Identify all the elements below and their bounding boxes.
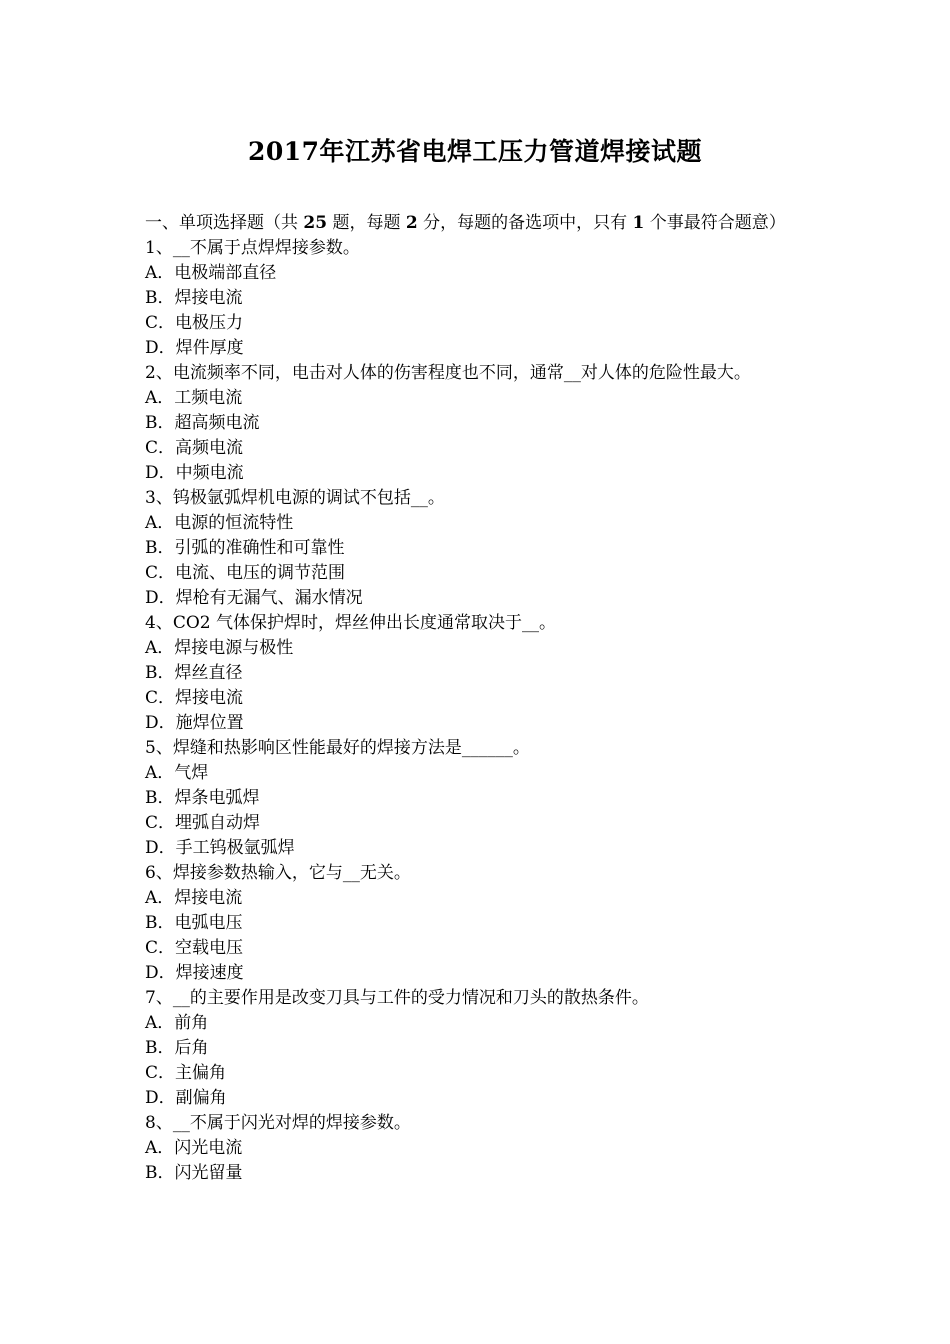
question-4: [145, 611, 810, 736]
correct-answer-count: 1: [632, 213, 645, 233]
option-b: B．焊丝直径: [145, 663, 243, 683]
question-text: 5、焊缝和热影响区性能最好的焊接方法是______。: [145, 738, 530, 758]
question-2: [145, 361, 810, 486]
option-a: A．工频电流: [145, 388, 243, 408]
question-text: 6、焊接参数热输入，它与__无关。: [145, 863, 411, 883]
option-c: C．焊接电流: [145, 688, 244, 708]
section-heading-text: 分，每题的备选项中，只有: [417, 213, 633, 233]
question-text: 1、__不属于点焊焊接参数。: [145, 238, 360, 258]
option-d: D．焊件厚度: [145, 338, 244, 358]
option-a: A．闪光电流: [145, 1138, 243, 1158]
option-d: D．焊枪有无漏气、漏水情况: [145, 588, 363, 608]
option-a: A．前角: [145, 1013, 209, 1033]
option-b: B．电弧电压: [145, 913, 243, 933]
option-c: C．电流、电压的调节范围: [145, 563, 346, 583]
option-a: A．焊接电流: [145, 888, 243, 908]
question-text: 7、__的主要作用是改变刀具与工件的受力情况和刀头的散热条件。: [145, 988, 649, 1008]
section-heading-text: 个事最符合题意）: [644, 213, 786, 233]
question-3: [145, 486, 810, 611]
option-a: A．焊接电源与极性: [145, 638, 294, 658]
option-b: B．引弧的准确性和可靠性: [145, 538, 345, 558]
option-d: D．中频电流: [145, 463, 244, 483]
question-1: [145, 236, 810, 361]
option-b: B．焊条电弧焊: [145, 788, 260, 808]
question-count: 25: [303, 213, 328, 233]
question-6: [145, 861, 810, 986]
question-7: [145, 986, 810, 1111]
question-5: [145, 736, 810, 861]
option-a: A．电源的恒流特性: [145, 513, 294, 533]
option-c: C．空载电压: [145, 938, 244, 958]
question-text: 3、钨极氩弧焊机电源的调试不包括__。: [145, 488, 445, 508]
option-c: C．高频电流: [145, 438, 244, 458]
question-text: 4、CO2 气体保护焊时，焊丝伸出长度通常取决于__。: [145, 613, 556, 633]
option-d: D．手工钨极氩弧焊: [145, 838, 295, 858]
option-c: C．主偏角: [145, 1063, 227, 1083]
option-a: A．气焊: [145, 763, 209, 783]
question-text: 8、__不属于闪光对焊的焊接参数。: [145, 1113, 411, 1133]
option-d: D．副偏角: [145, 1088, 227, 1108]
option-b: B．超高频电流: [145, 413, 260, 433]
document-body: [145, 211, 810, 1186]
option-b: B．闪光留量: [145, 1163, 243, 1183]
option-b: B．后角: [145, 1038, 209, 1058]
option-b: B．焊接电流: [145, 288, 243, 308]
section-heading-text: 题，每题: [327, 213, 406, 233]
option-c: C．电极压力: [145, 313, 244, 333]
question-text: 2、电流频率不同，电击对人体的伤害程度也不同，通常__对人体的危险性最大。: [145, 363, 751, 383]
section-heading: [145, 211, 810, 236]
section-heading-text: 一、单项选择题（共: [145, 213, 304, 233]
option-d: D．焊接速度: [145, 963, 244, 983]
option-a: A．电极端部直径: [145, 263, 277, 283]
points-per-question: 2: [405, 213, 418, 233]
question-8: [145, 1111, 810, 1186]
option-c: C．埋弧自动焊: [145, 813, 261, 833]
document-title: 2017年江苏省电焊工压力管道焊接试题: [247, 137, 703, 166]
option-d: D．施焊位置: [145, 713, 244, 733]
